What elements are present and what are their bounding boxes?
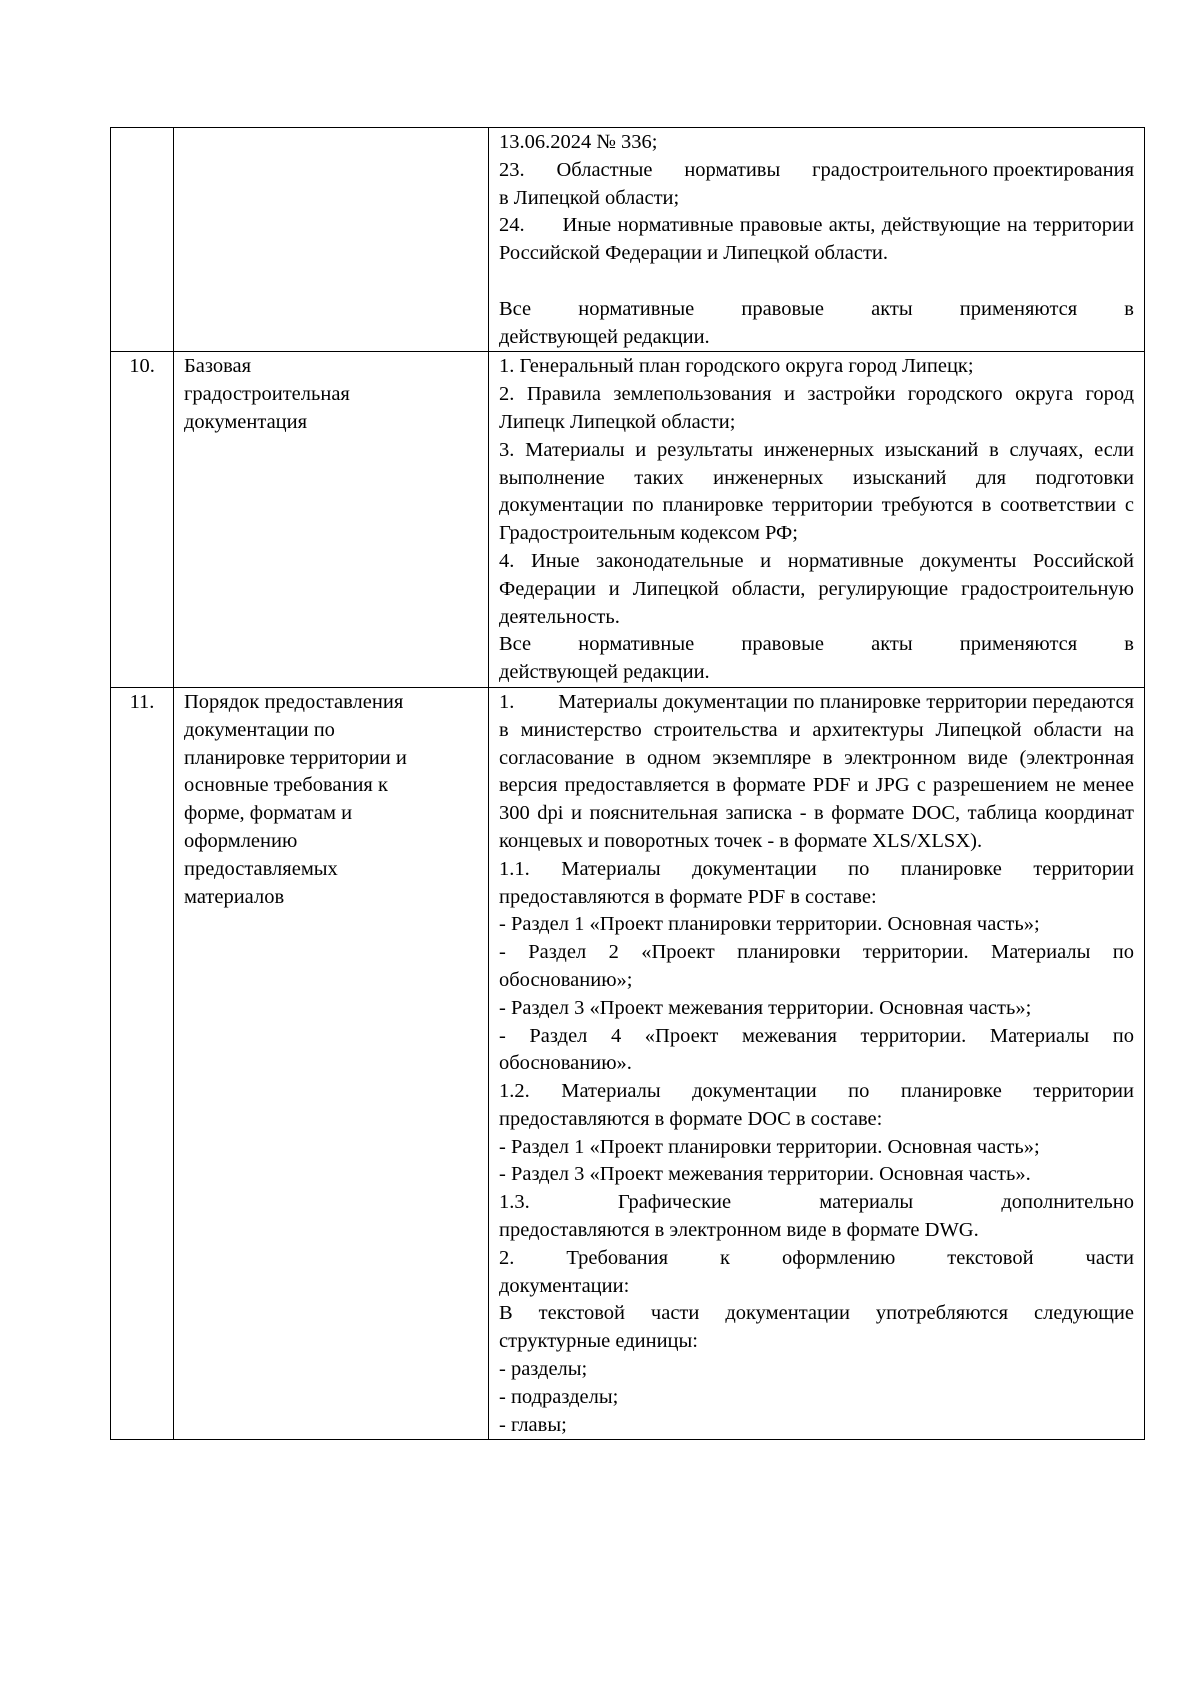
row-title: Порядок предоставления документации по планировке территории и основные требования к форме, форматам и оформлению предоставляемых материалов xyxy=(174,687,489,1440)
row-number xyxy=(111,128,174,352)
list-item: - Раздел 1 «Проект планировки территории. Основная часть»; xyxy=(499,1135,1040,1158)
paragraph: 1. Генеральный план городского округа город Липецк; xyxy=(499,355,974,378)
paragraph: 1.3. Графические материалы дополнительно предоставляются в электронном виде в формате DWG. xyxy=(499,1191,1140,1242)
list-item: - Раздел 3 «Проект межевания территории. Основная часть». xyxy=(499,1163,1031,1186)
paragraph: В текстовой части документации употребляются следующие структурные единицы: xyxy=(499,1302,1134,1353)
table-row xyxy=(111,687,1145,1440)
paragraph: 2. Правила землепользования и застройки городского округа город Липецк Липецкой области; xyxy=(499,383,1134,433)
row-title: Базовая градостроительная документация xyxy=(174,352,489,688)
row-title xyxy=(174,128,489,352)
paragraph: 1.2. Материалы документации по планировке территории предоставляются в формате DOC в составе: xyxy=(499,1080,1134,1130)
row-content xyxy=(489,128,1145,352)
list-item: - Раздел 2 «Проект планировки территории. Материалы по обоснованию»; xyxy=(499,941,1134,991)
list-item: - Раздел 4 «Проект межевания территории. Материалы по обоснованию». xyxy=(499,1024,1134,1075)
paragraph: 4. Иные законодательные и нормативные документы Российской Федерации и Липецкой области, регулирующие градостроительную деятельность. xyxy=(499,549,1134,628)
row-content xyxy=(489,687,1145,1440)
list-item: - Раздел 3 «Проект межевания территории. Основная часть»; xyxy=(499,996,1032,1019)
paragraph: 13.06.2024 № 336; xyxy=(499,131,658,153)
paragraph: 1. Материалы документации по планировке территории передаются в министерство строительства и архитектуры Липецкой области на согласование в одном экземпляре в электронном виде (электронная версия предоставляется в формате PDF и JPG с разрешением не менее 300 dpi и пояснительная записка - в формате DOC, таблица координат концевых и поворотных точек - в формате XLS/XLSX). xyxy=(499,690,1140,852)
paragraph: Все нормативные правовые акты применяются в действующей редакции. xyxy=(499,297,1140,348)
row-number: 11. xyxy=(111,687,174,1440)
list-item: - главы; xyxy=(499,1413,567,1436)
list-item: - подразделы; xyxy=(499,1385,619,1408)
paragraph: Все нормативные правовые акты применяются в действующей редакции. xyxy=(499,633,1140,684)
row-content xyxy=(489,352,1145,688)
list-item: - Раздел 1 «Проект планировки территории. Основная часть»; xyxy=(499,913,1040,936)
paragraph: 2. Требования к оформлению текстовой части документации: xyxy=(499,1246,1140,1297)
paragraph: 24. Иные нормативные правовые акты, действующие на территории Российской Федерации и Липецкой области. xyxy=(499,214,1140,265)
paragraph: 1.1. Материалы документации по планировке территории предоставляются в формате PDF в составе: xyxy=(499,857,1134,908)
table-row xyxy=(111,352,1145,688)
list-item: - разделы; xyxy=(499,1358,588,1381)
requirements-table xyxy=(110,127,1145,1440)
table-row xyxy=(111,128,1145,352)
paragraph: 23. Областные нормативы градостроительного проектирования в Липецкой области; xyxy=(499,158,1140,209)
paragraph: 3. Материалы и результаты инженерных изысканий в случаях, если выполнение таких инженерных изысканий для подготовки документации по планировке территории требуются в соответствии с Градостроительным кодексом РФ; xyxy=(499,438,1134,545)
row-number: 10. xyxy=(111,352,174,688)
